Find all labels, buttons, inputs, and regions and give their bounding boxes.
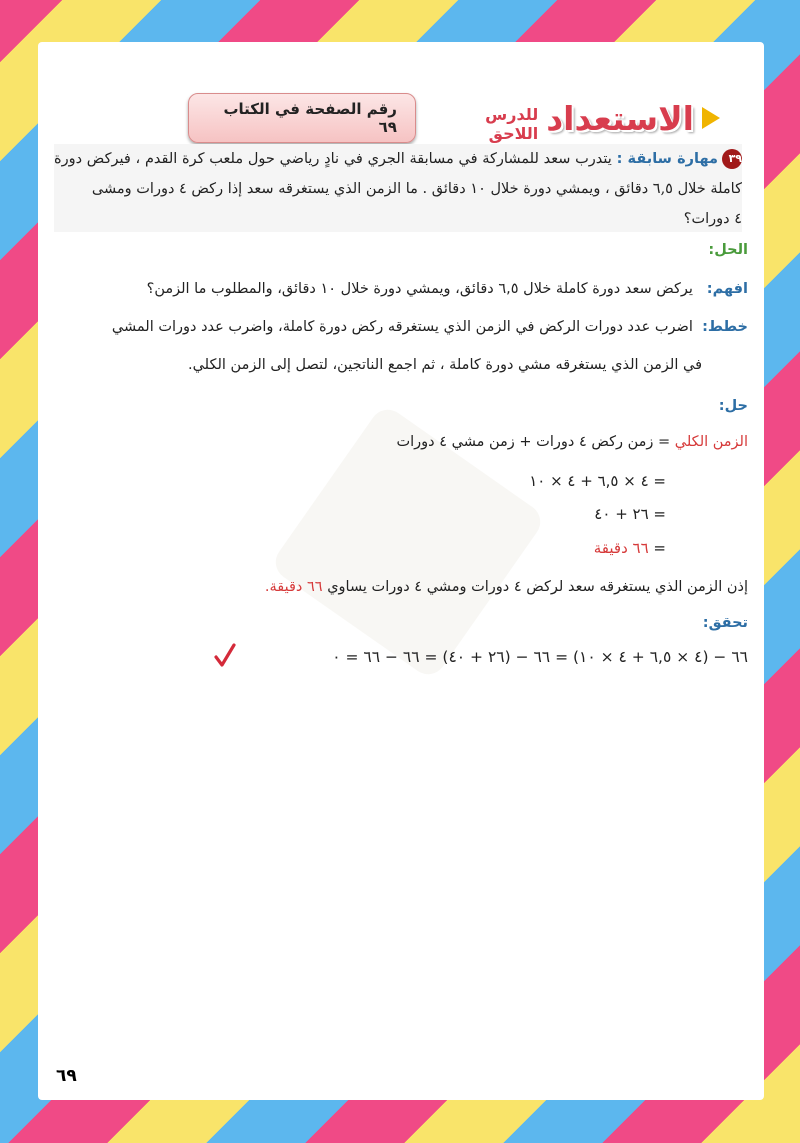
problem-line-1 [54, 144, 742, 174]
equation-step-2: = ٢٦ + ٤٠ [594, 505, 666, 523]
problem-text-1: يتدرب سعد للمشاركة في مسابقة الجري في نادٍ رياضي حول ملعب كرة القدم ، فيركض دورة [54, 151, 612, 167]
total-time-row [50, 434, 748, 450]
lesson-header [188, 94, 720, 142]
step3-prefix: = [648, 539, 666, 557]
understand-row [50, 281, 748, 297]
header-subtitle: للدرس اللاحق [485, 105, 539, 143]
check-label: تحقق: [702, 615, 748, 631]
problem-line-2: كاملة خلال ٦,٥ دقائق ، ويمشي دورة خلال ١٠ دقائق . ما الزمن الذي يستغرقه سعد إذا ركض ٤ دورات ومشى [91, 181, 742, 197]
checkmark-icon [214, 642, 236, 668]
problem-box [54, 144, 742, 232]
plan-label: خطط: [702, 319, 748, 335]
total-time-rest: = زمن ركض ٤ دورات + زمن مشي ٤ دورات [396, 434, 671, 450]
solve-label: حل: [718, 398, 748, 414]
skill-label: مهارة سابقة : [616, 151, 719, 167]
plan-row [50, 319, 748, 335]
equation-step-3 [594, 539, 666, 557]
conclusion-answer: ٦٦ دقيقة. [264, 579, 323, 595]
page-number: ٦٩ [56, 1066, 77, 1086]
plan-row-2: في الزمن الذي يستغرقه مشي دورة كاملة ، ثم اجمع الناتجين، لتصل إلى الزمن الكلي. [187, 357, 702, 373]
header-title: الاستعداد [546, 98, 694, 138]
check-equation: ٦٦ − (٤ × ٦,٥ + ٤ × ١٠) = ٦٦ − (٢٦ + ٤٠) = ٦٦ − ٦٦ = ٠ [332, 648, 748, 666]
equation-step-1: = ٤ × ٦,٥ + ٤ × ١٠ [529, 472, 666, 490]
solve-label-row [50, 398, 748, 414]
worksheet-page [38, 42, 764, 1100]
page-content [38, 42, 764, 1100]
solution-label-row [50, 242, 748, 258]
problem-line-3: ٤ دورات؟ [683, 211, 742, 227]
triangle-icon [702, 107, 720, 129]
plan-text-1: اضرب عدد دورات الركض في الزمن الذي يستغرقه ركض دورة كاملة، واضرب عدد دورات المشي [111, 319, 693, 335]
understand-text: يركض سعد دورة كاملة خلال ٦,٥ دقائق، ويمشي دورة خلال ١٠ دقائق، والمطلوب ما الزمن؟ [146, 281, 693, 297]
solution-label: الحل: [708, 242, 748, 258]
understand-label: افهم: [706, 281, 748, 297]
problem-number-badge: ٣٩ [722, 149, 742, 169]
step3-result: ٦٦ دقيقة [593, 539, 649, 557]
conclusion-text: إذن الزمن الذي يستغرقه سعد لركض ٤ دورات ومشي ٤ دورات يساوي [327, 579, 748, 595]
total-time-term: الزمن الكلي [674, 434, 748, 450]
conclusion-row [50, 579, 748, 595]
page-reference-badge: رقم الصفحة في الكتاب ٦٩ [188, 93, 416, 143]
check-label-row [50, 615, 748, 631]
